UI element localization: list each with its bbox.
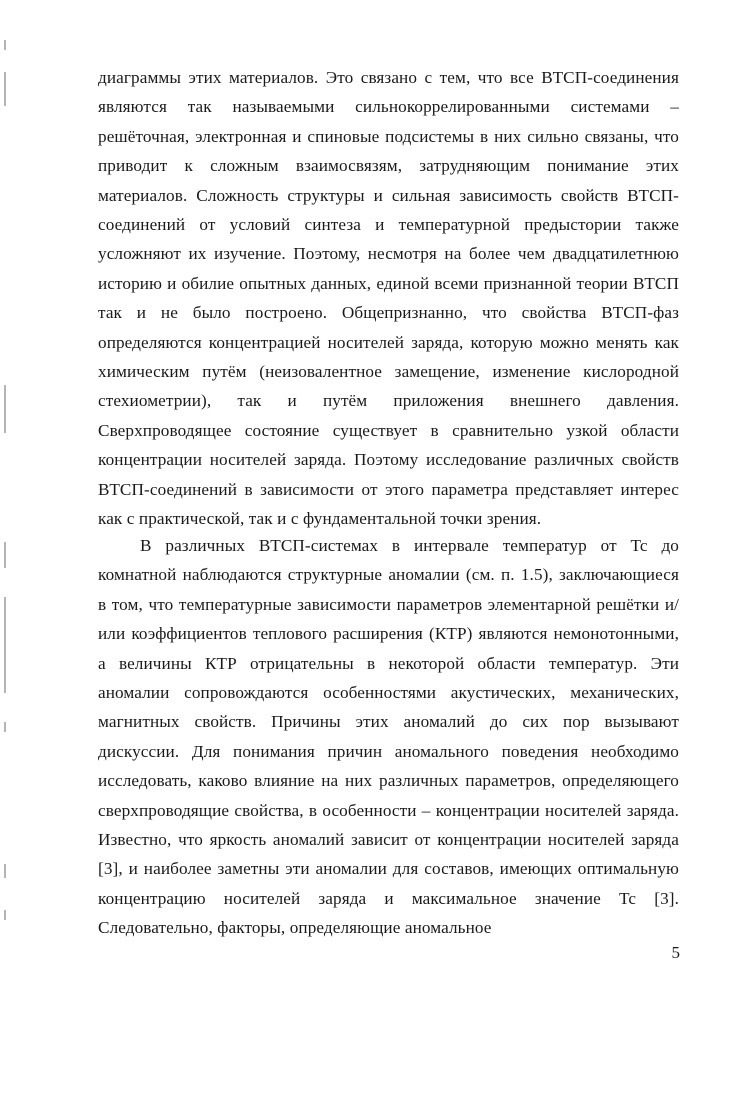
scan-margin-mark	[4, 72, 6, 106]
page-number: 5	[671, 943, 680, 962]
body-paragraph-1: диаграммы этих материалов. Это связано с тем, что все ВТСП-соединения являются так называемыми сильнокоррелированными системами – решёточная, электронная и спиновые подсистемы в них сильно связаны, что приводит к сложным взаимосвязям, затрудняющим понимание этих материалов. Сложность структуры и сильная зависимость свойств ВТСП-соединений от условий синтеза и температурной предыстории также усложняют их изучение. Поэтому, несмотря на более чем двадцатилетнюю историю и обилие опытных данных, единой всеми признанной теории ВТСП так и не было построено. Общепризнанно, что свойства ВТСП-фаз определяются концентрацией носителей заряда, которую можно менять как химическим путём (неизовалентное замещение, изменение кислородной стехиометрии), так и путём приложения внешнего давления. Сверхпроводящее состояние существует в сравнительно узкой области концентрации носителей заряда. Поэтому исследование различных свойств ВТСП-соединений в зависимости от этого параметра представляет интерес как с практической, так и с фундаментальной точки зрения.	[98, 68, 679, 529]
scan-margin-mark	[4, 542, 6, 568]
body-paragraph-2: В различных ВТСП-системах в интервале температур от Tc до комнатной наблюдаются структурные аномалии (см. п. 1.5), заключающиеся в том, что температурные зависимости параметров элементарной решётки и/или коэффициентов теплового расширения (КТР) являются немонотонными, а величины КТР отрицательны в некоторой области температур. Эти аномалии сопровождаются особенностями акустических, механических, магнитных свойств. Причины этих аномалий до сих пор вызывают дискуссии. Для понимания причин аномального поведения необходимо исследовать, каково влияние на них различных параметров, определяющего сверхпроводящие свойства, в особенности – концентрации носителей заряда. Известно, что яркость аномалий зависит от концентрации носителей заряда [3], и наиболее заметны эти аномалии для составов, имеющих оптимальную концентрацию носителей заряда и максимальное значение Tc [3]. Следовательно, факторы, определяющие аномальное	[98, 536, 679, 938]
scan-margin-mark	[4, 722, 6, 732]
scan-margin-mark	[4, 864, 6, 878]
scan-margin-mark	[4, 385, 6, 433]
scan-margin-mark	[4, 597, 6, 693]
scan-margin-mark	[4, 910, 6, 920]
scan-margin-mark	[4, 40, 6, 50]
